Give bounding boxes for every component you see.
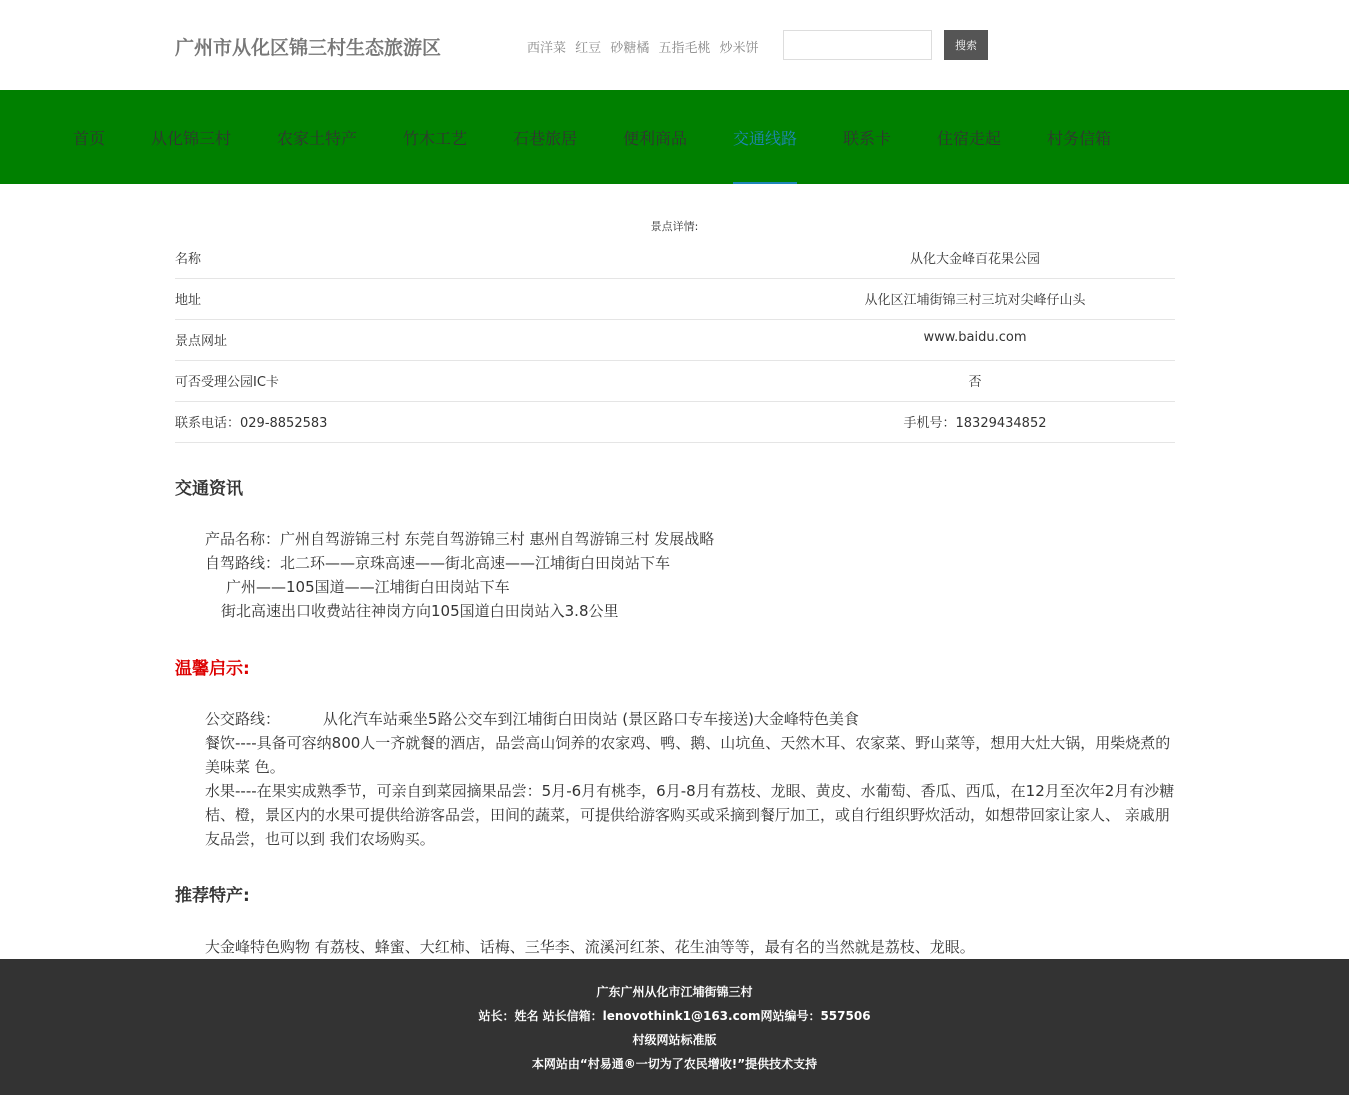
hot-tag[interactable]: 砂糖橘 xyxy=(610,41,650,56)
nav-item-stone-lane[interactable]: 石巷旅居 xyxy=(513,129,578,148)
nav-item-home[interactable]: 首页 xyxy=(73,129,106,148)
nav-item-mailbox[interactable]: 村务信箱 xyxy=(1047,129,1112,148)
tips-fruit: 水果----在果实成熟季节，可亲自到菜园摘果品尝：5月-6月有桃李，6月-8月有荔枝、龙眼、黄皮、水葡萄、香瓜、西瓜，在12月至次年2月有沙糖 桔、橙，景区内的水果可提供给游客品尝，田间的蔬菜，可提供给游客购买或采摘到餐厅加工，或自行组织野炊活动，如想带回家让家人、 亲戚朋友品尝，也可以到 我们农场购买。 xyxy=(205,782,1175,848)
nav-item-traffic[interactable]: 交通线路 xyxy=(733,129,798,148)
nav-active-indicator xyxy=(733,182,797,184)
traffic-line: 街北高速出口收费站往神岗方向105国道白田岗站入3.8公里 xyxy=(221,602,619,620)
traffic-line: 广州——105国道——江埔街白田岗站下车 xyxy=(226,578,510,596)
search-input[interactable] xyxy=(783,30,932,60)
row-label: 地址 xyxy=(175,293,202,308)
nav-item-lodging[interactable]: 住宿走起 xyxy=(937,129,1002,148)
main-nav xyxy=(0,90,1349,184)
site-header xyxy=(0,0,1349,90)
table-row xyxy=(175,361,1175,402)
nav-item-village[interactable]: 从化锦三村 xyxy=(151,129,232,148)
table-row xyxy=(175,279,1175,320)
search-button[interactable]: 搜索 xyxy=(944,30,988,60)
nav-item-local-products[interactable]: 农家土特产 xyxy=(277,129,358,148)
specialty-text: 大金峰特色购物 有荔枝、蜂蜜、大红柿、话梅、三华李、流溪河红茶、花生油等等，最有名的当然就是荔枝、龙眼。 xyxy=(205,938,975,956)
traffic-line: 自驾路线：北二环——京珠高速——街北高速——江埔街白田岗站下车 xyxy=(205,554,671,572)
traffic-line: 产品名称：广州自驾游锦三村 东莞自驾游锦三村 惠州自驾游锦三村 发展战略 xyxy=(205,530,715,548)
nav-item-contact-card[interactable]: 联系卡 xyxy=(843,129,892,148)
nav-item-bamboo-crafts[interactable]: 竹木工艺 xyxy=(403,129,468,148)
row-label: 联系电话：029-8852583 xyxy=(175,416,328,431)
row-value: 从化大金峰百花果公园 xyxy=(909,252,1040,267)
row-label: 可否受理公园IC卡 xyxy=(175,375,279,390)
hot-tag[interactable]: 五指毛桃 xyxy=(658,41,711,56)
details-caption: 景点详情: xyxy=(650,220,699,233)
row-label: 名称 xyxy=(175,252,202,267)
footer-address: 广东广州从化市江埔街锦三村 xyxy=(596,985,753,999)
hot-search-tags xyxy=(527,37,764,56)
traffic-title: 交通资讯 xyxy=(175,479,243,499)
table-row xyxy=(175,320,1175,361)
footer-webmaster: 站长：姓名 站长信箱：lenovothink1@163.com网站编号：557506 xyxy=(478,1009,871,1023)
hot-tag[interactable]: 西洋菜 xyxy=(527,41,567,56)
table-row xyxy=(175,402,1175,443)
footer-edition: 村级网站标准版 xyxy=(632,1033,717,1047)
site-title[interactable]: 广州市从化区锦三村生态旅游区 xyxy=(175,37,442,59)
tips-dining: 餐饮----具备可容纳800人一齐就餐的酒店，品尝高山饲养的农家鸡、鸭、鹅、山坑鱼、天然木耳、农家菜、野山菜等，想用大灶大锅，用柴烧煮的美味菜 色。 xyxy=(205,734,1171,776)
tips-title: 温馨启示: xyxy=(175,659,250,679)
row-value: 否 xyxy=(968,375,982,390)
row-value: www.baidu.com xyxy=(923,330,1027,345)
footer-support: 本网站由“村易通®一切为了农民增收!”提供技术支持 xyxy=(531,1057,818,1071)
site-footer xyxy=(0,959,1349,1095)
specialty-title: 推荐特产: xyxy=(175,886,250,906)
hot-tag[interactable]: 炒米饼 xyxy=(719,41,759,56)
row-label: 景点网址 xyxy=(175,334,228,349)
table-row xyxy=(175,238,1175,279)
tips-bus-route: 公交路线： 从化汽车站乘坐5路公交车到江埔街白田岗站 (景区路口专车接送)大金峰特色美食 xyxy=(205,710,859,728)
nav-item-convenience[interactable]: 便利商品 xyxy=(623,129,688,148)
row-value: 从化区江埔街锦三村三坑对尖峰仔山头 xyxy=(864,293,1086,308)
hot-tag[interactable]: 红豆 xyxy=(575,41,602,56)
row-value: 手机号：18329434852 xyxy=(903,416,1047,431)
